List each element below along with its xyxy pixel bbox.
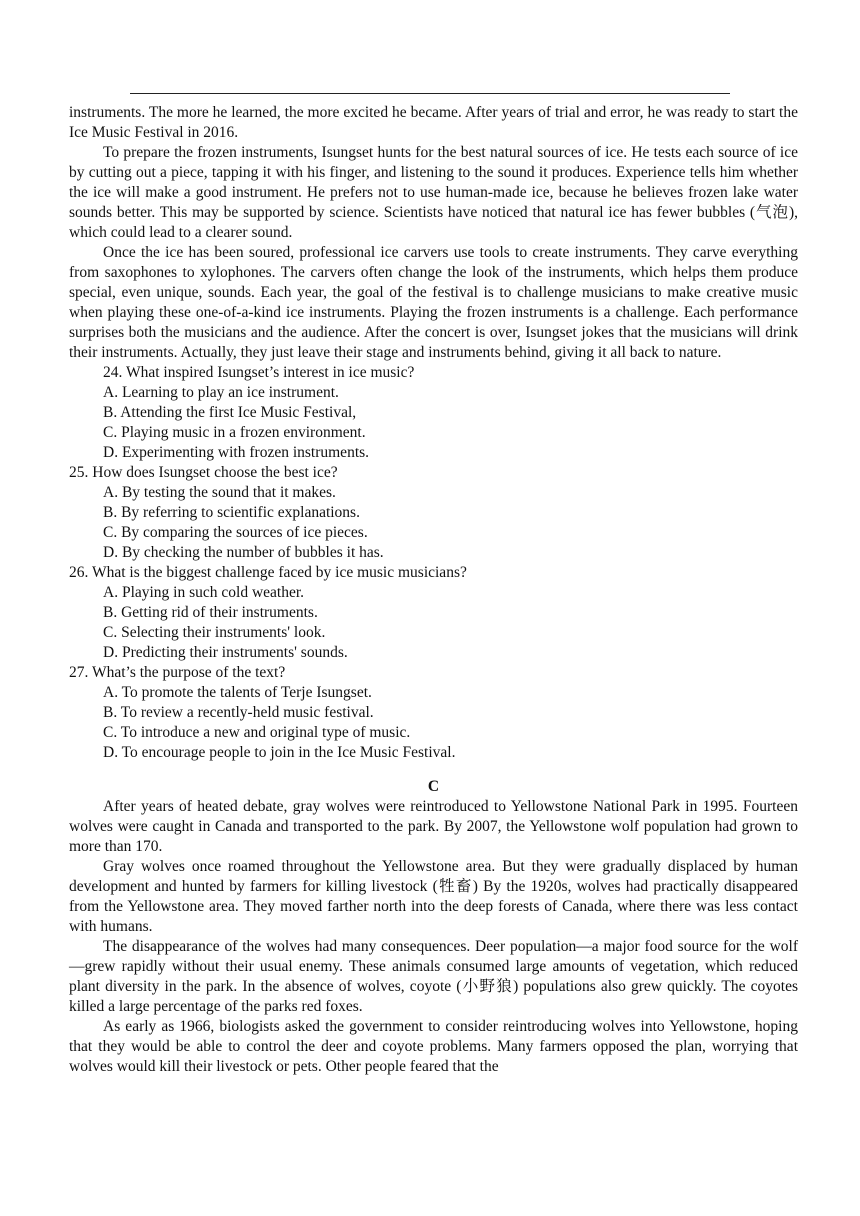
- section-title: C: [427, 778, 440, 795]
- option-b: B. Getting rid of their instruments.: [103, 604, 318, 621]
- question-stem: 24. What inspired Isungset’s interest in ice music?: [103, 364, 415, 381]
- passage-b-paragraph-2: To prepare the frozen instruments, Isungset hunts for the best natural sources of ice. He tests each source of ice by cutting out a piece, tapping it with his finger, and listening to the sound it produces. Experience tells him whether the ice will make a good instrument. He prefers not to use human-made ice, because he believes frozen lake water sounds better. This may be supported by science. Scientists have noticed that natural ice has fewer bubbles (气泡), which could lead to a clearer sound.: [69, 144, 798, 241]
- document-content: [69, 103, 798, 1077]
- option-a: A. By testing the sound that it makes.: [103, 484, 336, 501]
- question-stem: 25. How does Isungset choose the best ice?: [69, 464, 338, 481]
- passage-b: [69, 103, 798, 363]
- passage-c-paragraph-2: Gray wolves once roamed throughout the Yellowstone area. But they were gradually displaced by human development and hunted by farmers for killing livestock (牲畜) By the 1920s, wolves had practically disappeared from the Yellowstone area. They moved farther north into the deep forests of Canada, where there was less contact with humans.: [69, 858, 798, 935]
- option-b: B. Attending the first Ice Music Festival,: [103, 404, 357, 421]
- option-b: B. By referring to scientific explanations.: [103, 504, 360, 521]
- option-a: A. Learning to play an ice instrument.: [103, 384, 339, 401]
- header-rule: [130, 93, 730, 94]
- option-d: D. Predicting their instruments' sounds.: [103, 644, 348, 661]
- question-25: [69, 463, 798, 563]
- passage-c: [69, 777, 798, 1077]
- option-a: A. Playing in such cold weather.: [103, 584, 305, 601]
- option-d: D. By checking the number of bubbles it has.: [103, 544, 384, 561]
- option-c: C. By comparing the sources of ice pieces.: [103, 524, 368, 541]
- question-26: [69, 563, 798, 663]
- passage-b-paragraph-3: Once the ice has been soured, professional ice carvers use tools to create instruments. They carve everything from saxophones to xylophones. The carvers often change the look of the instruments, which helps them produce special, even unique, sounds. Each year, the goal of the festival is to challenge musicians to make creative music when playing these one-of-a-kind ice instruments. Playing the frozen instruments is a challenge. Each performance surprises both the musicians and the audience. After the concert is over, Isungset jokes that the musicians will drink their instruments. Actually, they just leave their stage and instruments behind, giving it all back to nature.: [69, 244, 798, 361]
- question-stem: 27. What’s the purpose of the text?: [69, 664, 286, 681]
- question-24: [69, 363, 798, 463]
- passage-c-paragraph-1: After years of heated debate, gray wolves were reintroduced to Yellowstone National Park in 1995. Fourteen wolves were caught in Canada and transported to the park. By 2007, the Yellowstone wolf population had grown to more than 170.: [69, 798, 798, 855]
- question-27: [69, 663, 798, 763]
- passage-b-paragraph-1: instruments. The more he learned, the more excited he became. After years of trial and error, he was ready to start the Ice Music Festival in 2016.: [69, 104, 798, 141]
- passage-c-paragraph-3: The disappearance of the wolves had many consequences. Deer population—a major food source for the wolf—grew rapidly without their usual enemy. These animals consumed large amounts of vegetation, which reduced plant diversity in the park. In the absence of wolves, coyote (小野狼) populations also grew quickly. The coyotes killed a large percentage of the parks red foxes.: [69, 938, 798, 1015]
- option-c: C. Selecting their instruments' look.: [103, 624, 326, 641]
- option-c: C. To introduce a new and original type of music.: [103, 724, 411, 741]
- option-d: D. To encourage people to join in the Ice Music Festival.: [103, 744, 456, 761]
- option-c: C. Playing music in a frozen environment.: [103, 424, 366, 441]
- passage-c-paragraph-4: As early as 1966, biologists asked the government to consider reintroducing wolves into Yellowstone, hoping that they would be able to control the deer and coyote problems. Many farmers opposed the plan, worrying that wolves would kill their livestock or pets. Other people feared that the: [69, 1018, 798, 1075]
- question-stem: 26. What is the biggest challenge faced by ice music musicians?: [69, 564, 467, 581]
- option-b: B. To review a recently-held music festival.: [103, 704, 374, 721]
- option-a: A. To promote the talents of Terje Isungset.: [103, 684, 372, 701]
- option-d: D. Experimenting with frozen instruments.: [103, 444, 370, 461]
